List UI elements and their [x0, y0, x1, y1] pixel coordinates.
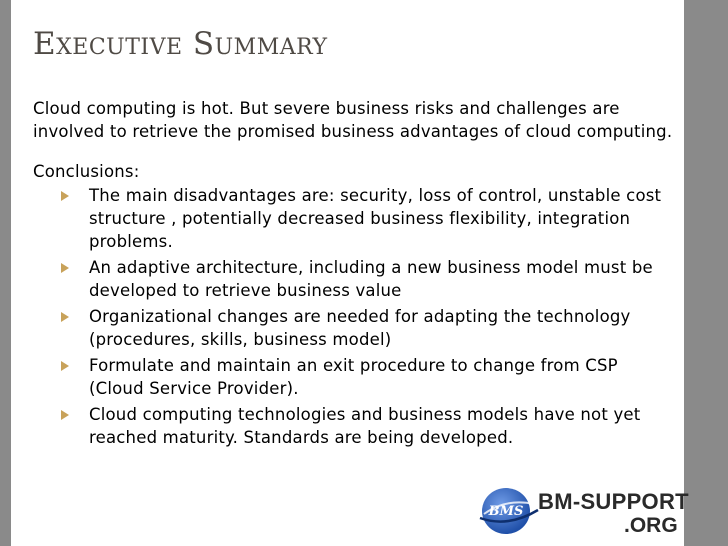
list-item-text: Cloud computing technologies and business models have not yet reached maturity. Standards are being developed. — [89, 405, 641, 447]
list-item — [55, 184, 673, 253]
list-item-text: The main disadvantages are: security, loss of control, unstable cost structure , potentially decreased business flexibility, integration problems. — [89, 186, 662, 251]
left-side-bar — [0, 0, 11, 546]
bullet-icon — [61, 361, 69, 371]
list-item — [55, 403, 673, 449]
bms-globe-icon — [478, 484, 540, 540]
list-item-text: Formulate and maintain an exit procedure to change from CSP (Cloud Service Provider). — [89, 356, 618, 398]
bullet-icon — [61, 263, 69, 273]
bm-support-logo — [478, 484, 689, 540]
list-item-text: An adaptive architecture, including a new business model must be developed to retrieve business value — [89, 258, 653, 300]
bullet-icon — [61, 410, 69, 420]
list-item-text: Organizational changes are needed for adapting the technology (procedures, skills, business model) — [89, 307, 631, 349]
right-side-bar — [684, 0, 728, 546]
bullet-icon — [61, 191, 69, 201]
list-item — [55, 354, 673, 400]
logo-name: BM-SUPPORT — [538, 489, 689, 514]
bullet-icon — [61, 312, 69, 322]
conclusions-list — [33, 184, 673, 449]
logo-tld: .ORG — [624, 514, 678, 537]
list-item — [55, 256, 673, 302]
slide-body — [33, 97, 673, 452]
logo-badge-text: BMS — [488, 504, 524, 519]
conclusions-label: Conclusions: — [33, 162, 140, 181]
intro-paragraph: Cloud computing is hot. But severe business risks and challenges are involved to retrieve the promised business advantages of cloud computing. — [33, 99, 673, 141]
list-item — [55, 305, 673, 351]
slide-title: Executive Summary — [33, 26, 328, 62]
